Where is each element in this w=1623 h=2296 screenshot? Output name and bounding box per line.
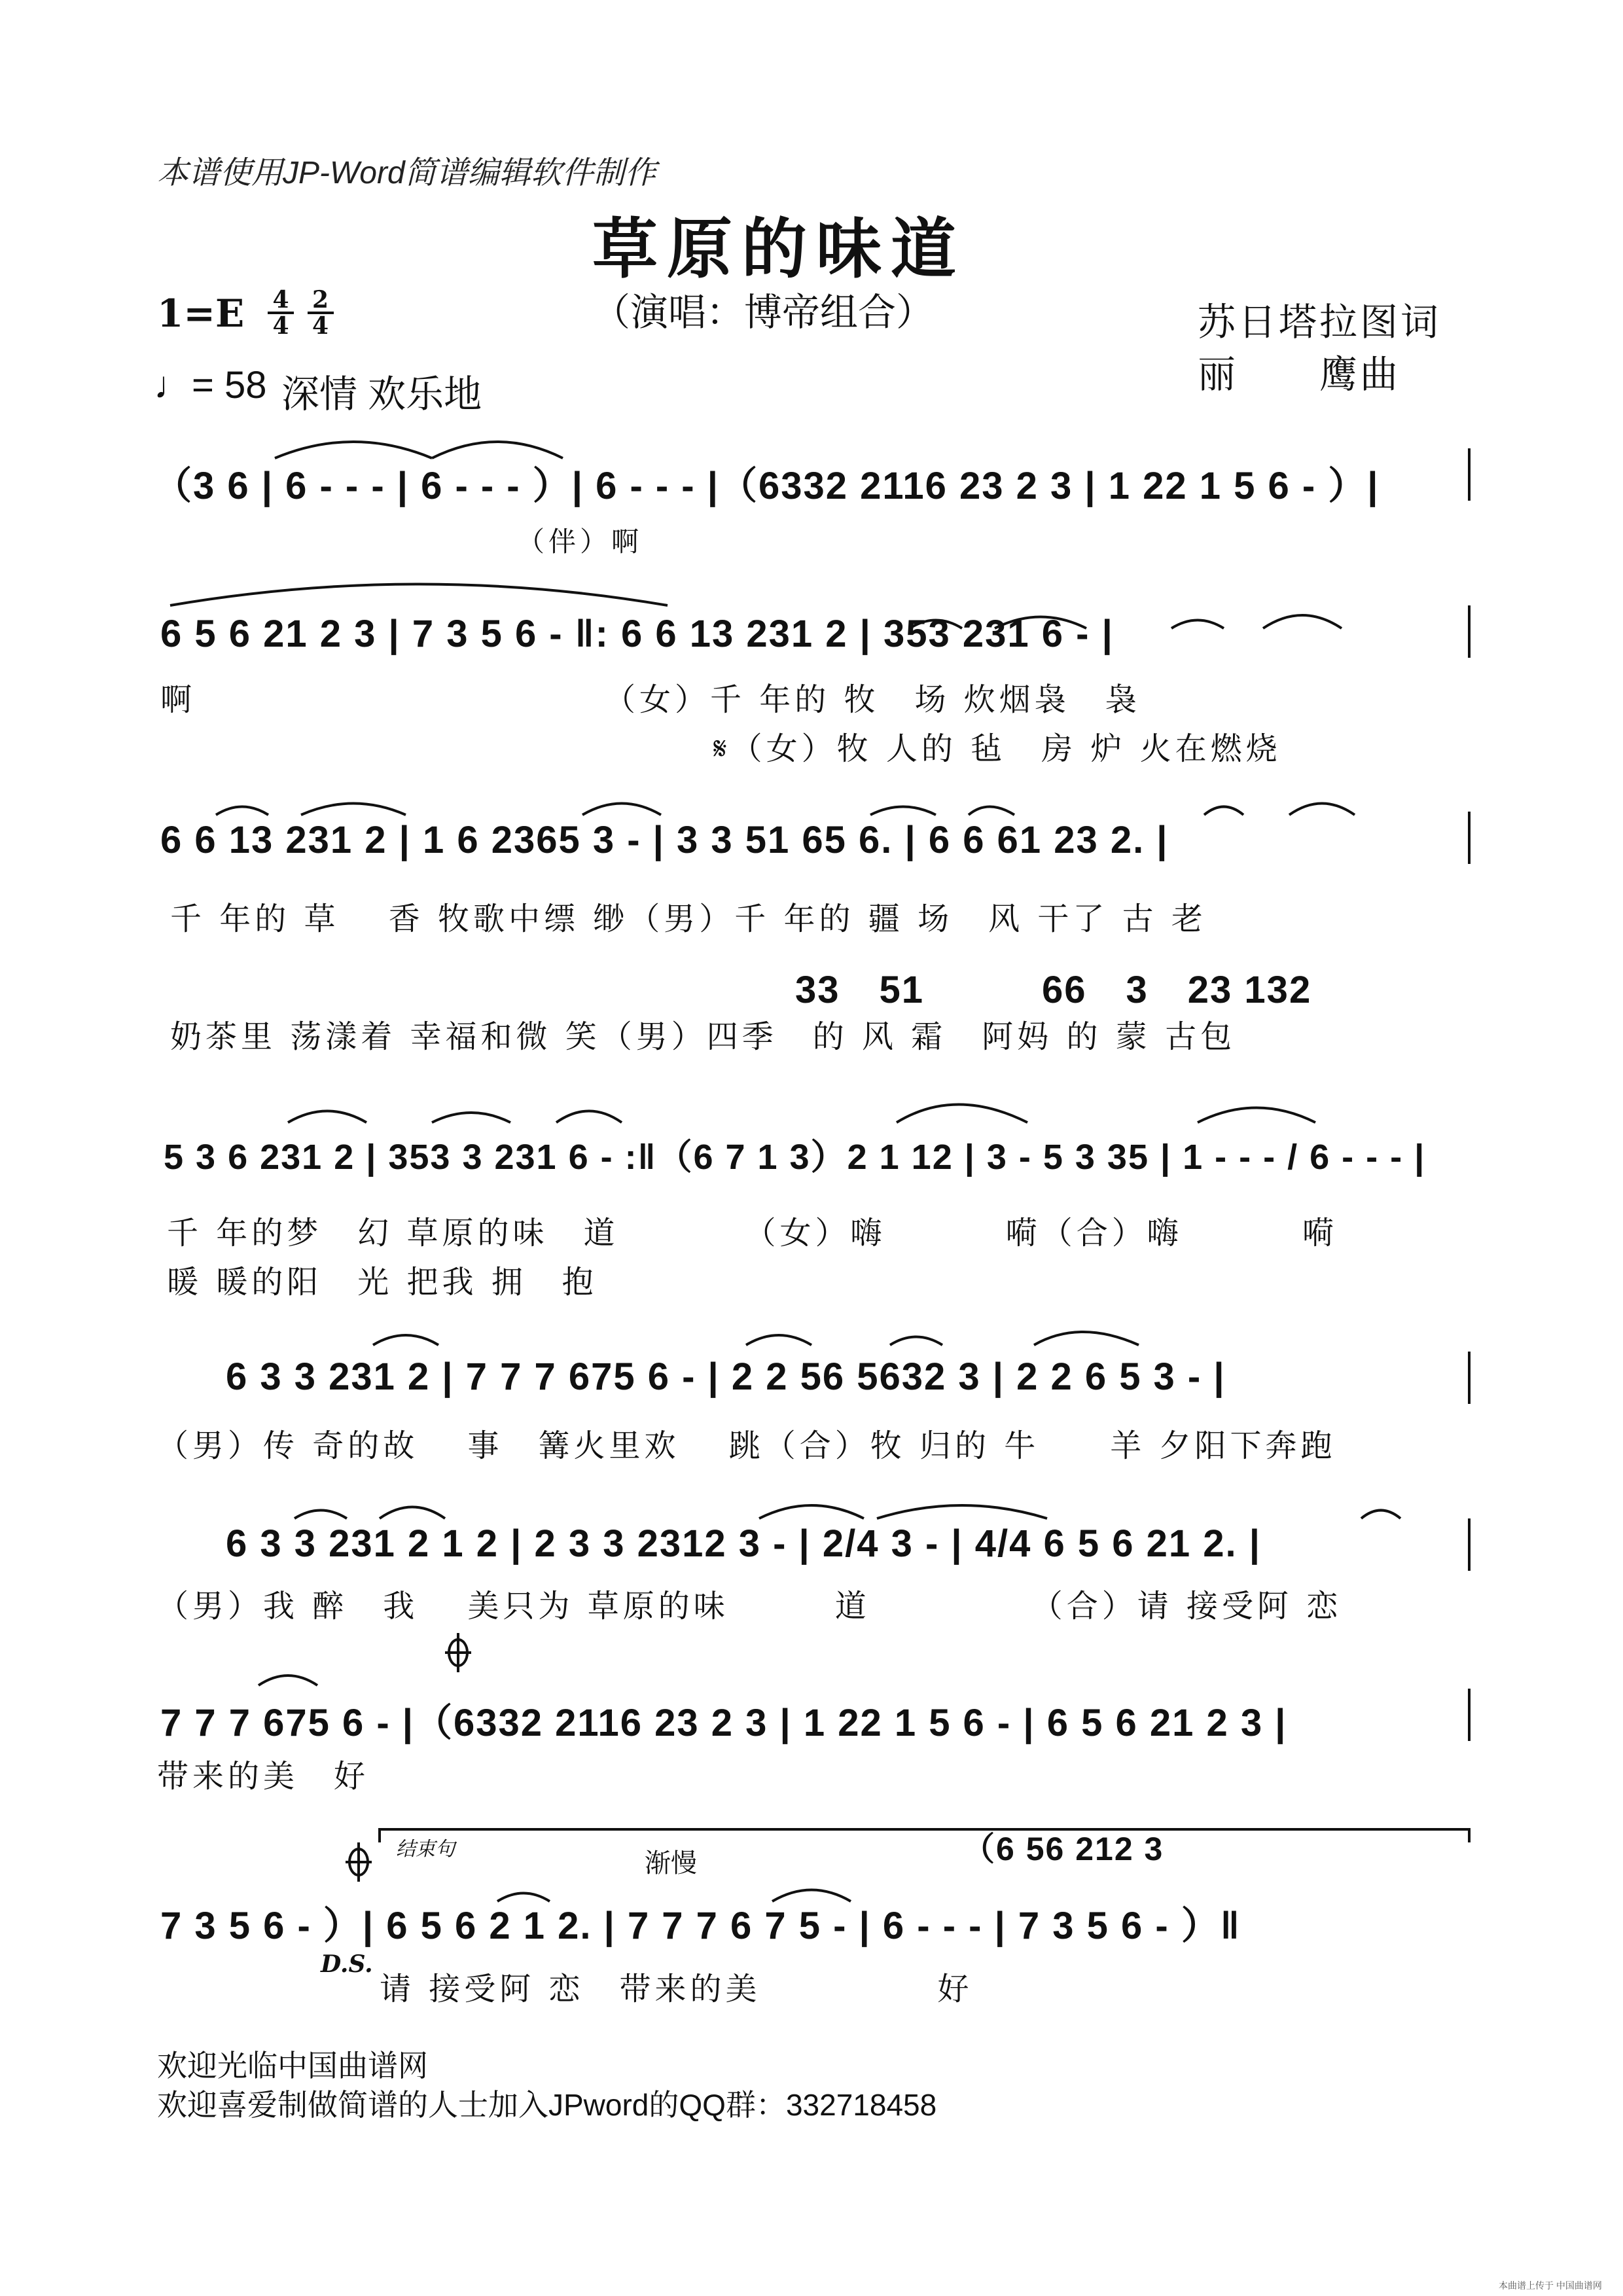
dal-segno-label: D.S.: [321, 1950, 373, 1978]
score-row-6-lyrics: （男）我 醉 我 美只为 草原的味 道 （合）请 接受阿 恋: [157, 1588, 1342, 1624]
score-row-8-upper-notes: （6 56 212 3: [962, 1831, 1164, 1867]
score-row-5-notes: 6 3 3 231 2 | 7 7 7 675 6 - | 2 2 56 5632 3 | 2 2 6 5 3 - |: [226, 1355, 1226, 1398]
key-signature: 1=E: [157, 291, 245, 336]
ending-label: 结束句: [396, 1839, 455, 1860]
software-credit: 本谱使用JP-Word简谱编辑软件制作: [157, 156, 656, 190]
footer-welcome: 欢迎光临中国曲谱网: [157, 2049, 428, 2083]
footer-qq-group: 欢迎喜爱制做简谱的人士加入JPword的QQ群：332718458: [157, 2088, 937, 2122]
score-row-5-lyrics: （男）传 奇的故 事 篝火里欢 跳（合）牧 归的 牛 羊 夕阳下奔跑: [157, 1427, 1336, 1464]
tempo-marking: ♩= 58: [154, 364, 267, 406]
time-signatures: $\frac{4}{4}$ $\frac{2}{4}$: [265, 288, 337, 338]
song-subtitle: （演唱：博帝组合）: [592, 290, 935, 334]
score-row-8-lyrics: 请 接受阿 恋 带来的美 好: [380, 1971, 973, 2007]
score-row-3-lyrics-verse1: 千 年的 草 香 牧歌中缥 缈（男）千 年的 疆 场 风 干了 古 老: [170, 901, 1207, 937]
score-row-7-notes: 7 7 7 675 6 - |（6332 2116 23 2 3 | 1 22 1 5 6 - | 6 5 6 21 2 3 |: [160, 1702, 1287, 1744]
score-row-3-alt-notes: 33 51 66 3 23 132: [795, 969, 1312, 1011]
expression-marking: 深情 欢乐地: [281, 373, 482, 416]
lyricist-credit: 苏日塔拉图词: [1198, 300, 1442, 344]
score-row-6-notes: 6 3 3 231 2 1 2 | 2 3 3 2312 3 - | 2/4 3 - | 4/4 6 5 6 21 2. |: [226, 1522, 1261, 1565]
score-row-1-lyrics: （伴）啊: [517, 526, 643, 558]
score-row-2-lyrics-verse1: 啊 （女）千 年的 牧 场 炊烟袅 袅: [160, 681, 1141, 718]
score-row-4-notes: 5 3 6 231 2 | 353 3 231 6 - :‖（6 7 1 3）2 1 12 | 3 - 5 3 35 | 1 - - - / 6 - - - |: [164, 1138, 1426, 1177]
score-row-7-lyrics: 带来的美 好: [157, 1758, 370, 1795]
song-title: 草原的味道: [592, 210, 965, 287]
ritardando-label: 渐慢: [645, 1849, 697, 1878]
score-row-2-notes: 6 5 6 21 2 3 | 7 3 5 6 - ‖: 6 6 13 231 2 | 353 231 6 - |: [160, 613, 1114, 655]
score-row-2-lyrics-verse2: 𝄋（女）牧 人的 毡 房 炉 火在燃烧: [713, 730, 1281, 767]
score-row-4-lyrics-verse2: 暖 暖的阳 光 把我 拥 抱: [167, 1264, 597, 1300]
score-row-1-notes: （3 6 | 6 - - - | 6 - - - ）| 6 - - - |（6332 2116 23 2 3 | 1 22 1 5 6 - ）|: [154, 465, 1380, 507]
score-row-8-notes: 7 3 5 6 - ）| 6 5 6 2 1 2. | 7 7 7 6 7 5 - | 6 - - - | 7 3 5 6 - ）‖: [160, 1905, 1241, 1947]
score-row-3-notes: 6 6 13 231 2 | 1 6 2365 3 - | 3 3 51 65 6. | 6 6 61 23 2. |: [160, 819, 1169, 861]
site-watermark: 本曲谱上传于 中国曲谱网: [1499, 2280, 1602, 2291]
score-row-4-lyrics-verse1: 千 年的梦 幻 草原的味 道 （女）嗨 嗬（合）嗨 嗬: [167, 1215, 1338, 1251]
composer-credit: 丽 鹰曲: [1198, 352, 1401, 397]
score-row-3-lyrics-verse2: 奶茶里 荡漾着 幸福和微 笑（男）四季 的 风 霜 阿妈 的 蒙 古包: [170, 1018, 1236, 1055]
